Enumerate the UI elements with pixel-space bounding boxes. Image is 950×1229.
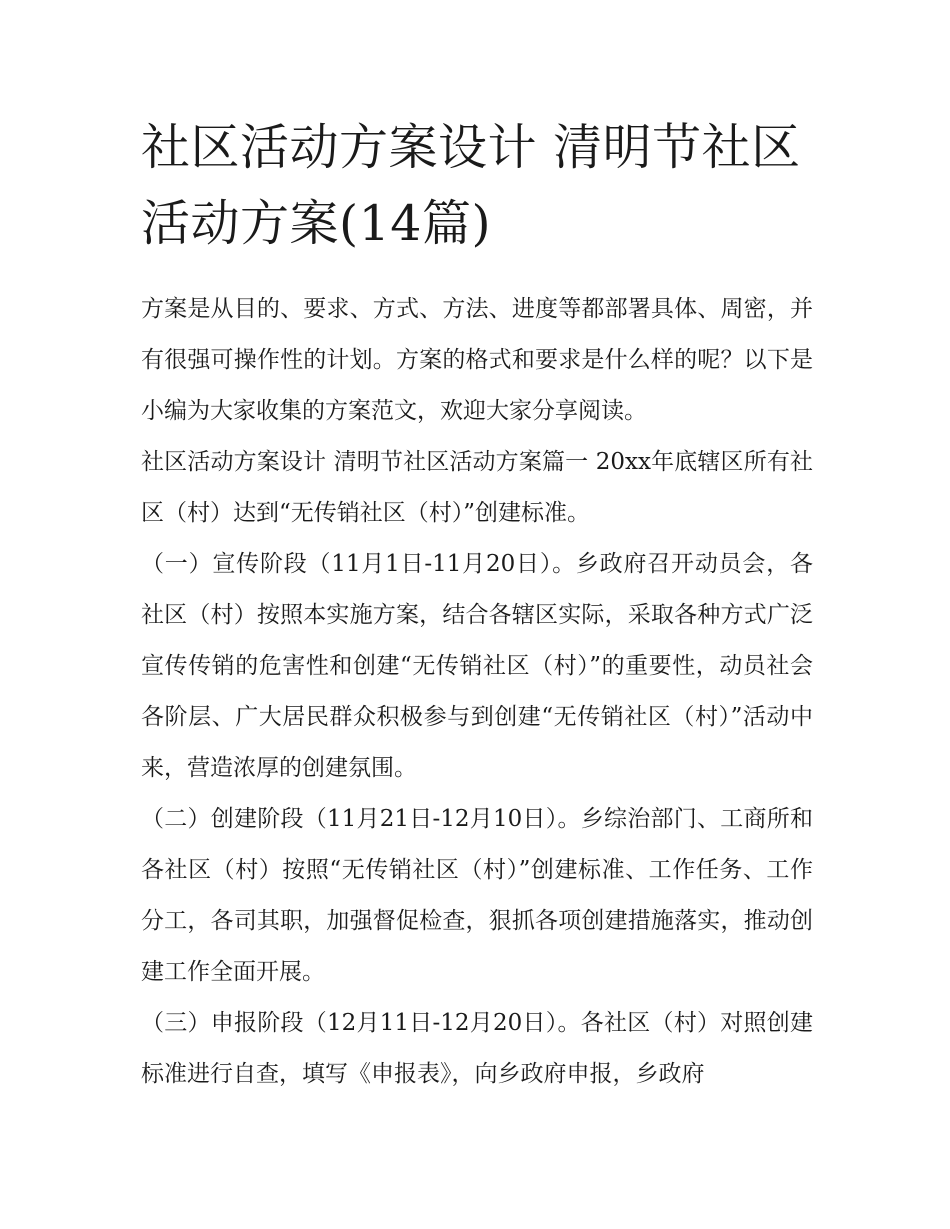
- document-title: 社区活动方案设计 清明节社区活动方案(14篇): [141, 119, 801, 252]
- document-page: [141, 0, 813, 1100]
- application-stage-paragraph: （三）申报阶段（12月11日-12月20日）。各社区（村）对照创建标准进行自查，填写《申报表》，向乡政府申报，乡政府: [141, 1010, 813, 1087]
- section-one-heading-paragraph: 社区活动方案设计 清明节社区活动方案篇一 20xx年底辖区所有社区（村）达到“无传销社区（村）”创建标准。: [141, 449, 813, 526]
- creation-stage-paragraph: （二）创建阶段（11月21日-12月10日）。乡综治部门、工商所和各社区（村）按照“无传销社区（村）”创建标准、工作任务、工作分工，各司其职，加强督促检查，狠抓各项创建措施落实，推动创建工作全面开展。: [141, 806, 813, 985]
- publicity-stage-paragraph: （一）宣传阶段（11月1日-11月20日）。乡政府召开动员会，各社区（村）按照本实施方案，结合各辖区实际，采取各种方式广泛宣传传销的危害性和创建“无传销社区（村）”的重要性，动员社会各阶层、广大居民群众积极参与到创建“无传销社区（村）”活动中来，营造浓厚的创建氛围。: [141, 551, 813, 781]
- document-body: [141, 284, 813, 1100]
- intro-paragraph: 方案是从目的、要求、方式、方法、进度等都部署具体、周密，并有很强可操作性的计划。方案的格式和要求是什么样的呢？以下是小编为大家收集的方案范文，欢迎大家分享阅读。: [141, 296, 813, 424]
